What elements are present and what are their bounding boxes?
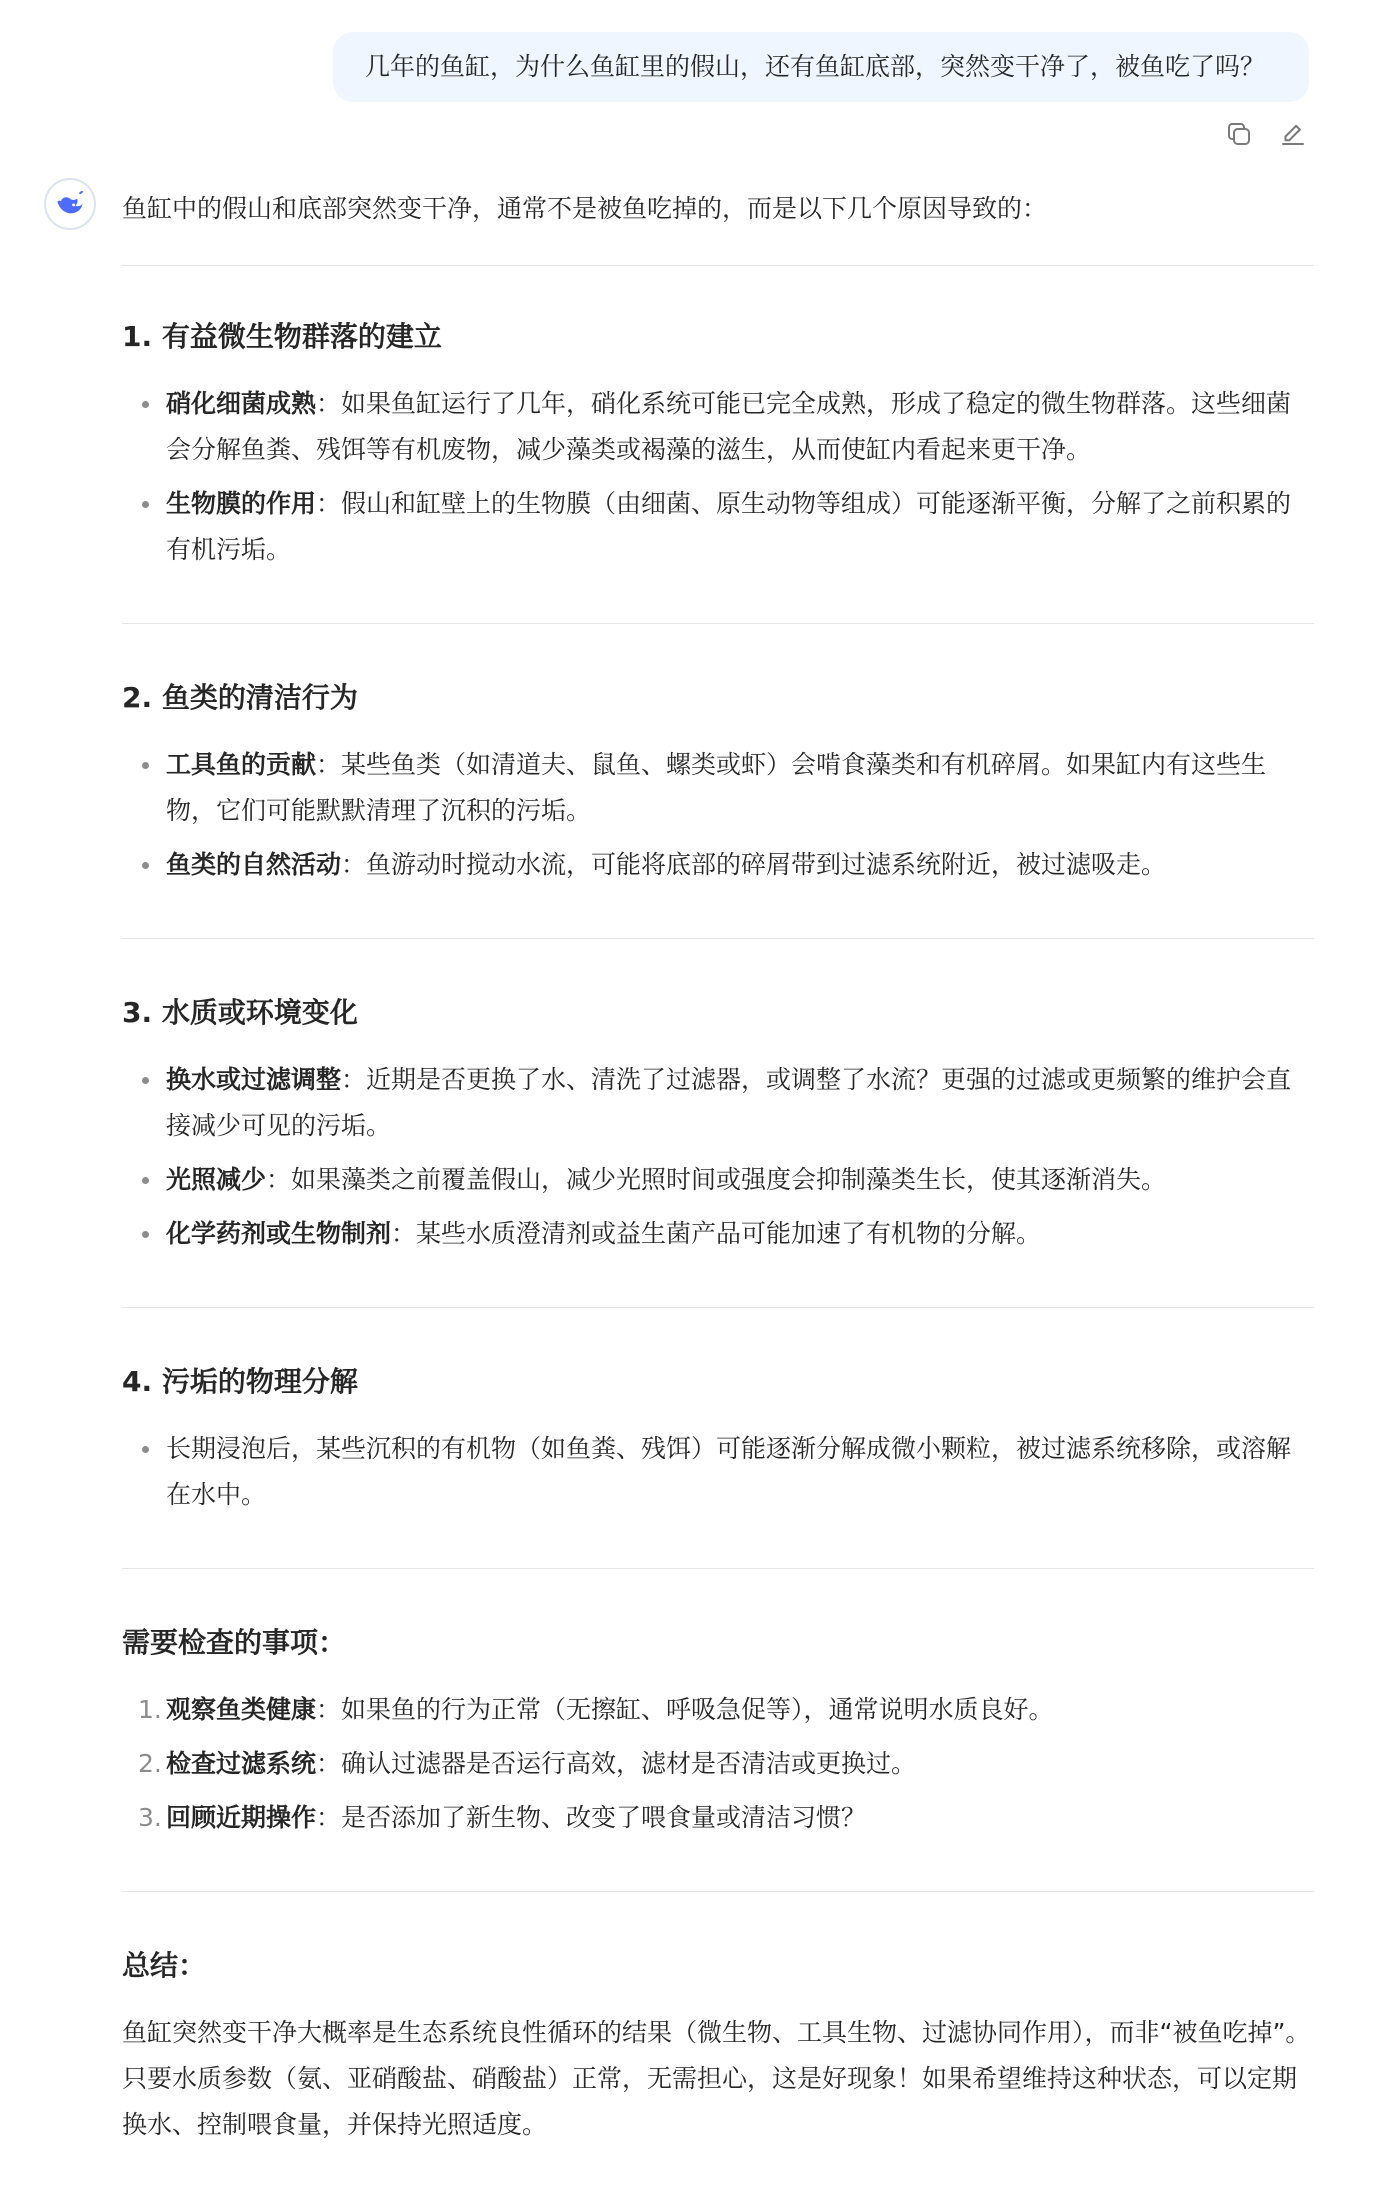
list-item: 工具鱼的贡献：某些鱼类（如清道夫、鼠鱼、螺类或虾）会啃食藻类和有机碎屑。如果缸内有这些生物，它们可能默默清理了沉积的污垢。 [166, 742, 1314, 834]
deepseek-whale-icon [52, 186, 88, 222]
user-message-text: 几年的鱼缸，为什么鱼缸里的假山，还有鱼缸底部，突然变干净了，被鱼吃了吗？ [365, 52, 1266, 81]
list-item: 长期浸泡后，某些沉积的有机物（如鱼粪、残饵）可能逐渐分解成微小颗粒，被过滤系统移除，或溶解在水中。 [166, 1426, 1314, 1518]
section-list-4 [122, 1426, 1314, 1518]
summary-heading: 总结： [122, 1949, 207, 1982]
section-heading-2: 2. 鱼类的清洁行为 [122, 681, 358, 714]
section-list-3 [122, 1057, 1314, 1257]
list-item: 鱼类的自然活动：鱼游动时搅动水流，可能将底部的碎屑带到过滤系统附近，被过滤吸走。 [166, 842, 1314, 888]
edit-icon [1278, 119, 1308, 149]
divider [122, 265, 1314, 266]
section-heading-3: 3. 水质或环境变化 [122, 996, 358, 1029]
list-item: 化学药剂或生物制剂：某些水质澄清剂或益生菌产品可能加速了有机物的分解。 [166, 1211, 1314, 1257]
divider [122, 1891, 1314, 1892]
section-heading-4: 4. 污垢的物理分解 [122, 1365, 358, 1398]
copy-icon [1224, 119, 1254, 149]
list-item: 光照减少：如果藻类之前覆盖假山，减少光照时间或强度会抑制藻类生长，使其逐渐消失。 [166, 1157, 1314, 1203]
checklist-item: 3. 回顾近期操作：是否添加了新生物、改变了喂食量或清洁习惯？ [138, 1803, 867, 1832]
section-list-2 [122, 742, 1314, 888]
checklist-heading: 需要检查的事项： [122, 1626, 347, 1659]
user-message-bubble [333, 32, 1309, 102]
divider [122, 1307, 1314, 1308]
section-list-1 [122, 381, 1314, 573]
list-item: 换水或过滤调整：近期是否更换了水、清洗了过滤器，或调整了水流？更强的过滤或更频繁的维护会直接减少可见的污垢。 [166, 1057, 1314, 1149]
answer-intro: 鱼缸中的假山和底部突然变干净，通常不是被鱼吃掉的，而是以下几个原因导致的： [122, 194, 1048, 223]
assistant-answer [122, 180, 1314, 2148]
section-heading-1: 1. 有益微生物群落的建立 [122, 320, 442, 353]
divider [122, 623, 1314, 624]
assistant-avatar [44, 178, 96, 230]
divider [122, 938, 1314, 939]
divider [122, 1568, 1314, 1569]
copy-button[interactable] [1222, 117, 1256, 151]
checklist-item: 2. 检查过滤系统：确认过滤器是否运行高效，滤材是否清洁或更换过。 [138, 1749, 917, 1778]
checklist-item: 1. 观察鱼类健康：如果鱼的行为正常（无擦缸、呼吸急促等），通常说明水质良好。 [138, 1695, 1054, 1724]
checklist [122, 1687, 1314, 1841]
message-actions [1222, 117, 1310, 151]
summary-text: 鱼缸突然变干净大概率是生态系统良性循环的结果（微生物、工具生物、过滤协同作用），而非“被鱼吃掉”。只要水质参数（氨、亚硝酸盐、硝酸盐）正常，无需担心，这是好现象！如果希望维持这种状态，可以定期换水、控制喂食量，并保持光照适度。 [122, 2018, 1311, 2139]
list-item: 生物膜的作用：假山和缸壁上的生物膜（由细菌、原生动物等组成）可能逐渐平衡，分解了之前积累的有机污垢。 [166, 481, 1314, 573]
list-item: 硝化细菌成熟：如果鱼缸运行了几年，硝化系统可能已完全成熟，形成了稳定的微生物群落。这些细菌会分解鱼粪、残饵等有机废物，减少藻类或褐藻的滋生，从而使缸内看起来更干净。 [166, 381, 1314, 473]
edit-button[interactable] [1276, 117, 1310, 151]
